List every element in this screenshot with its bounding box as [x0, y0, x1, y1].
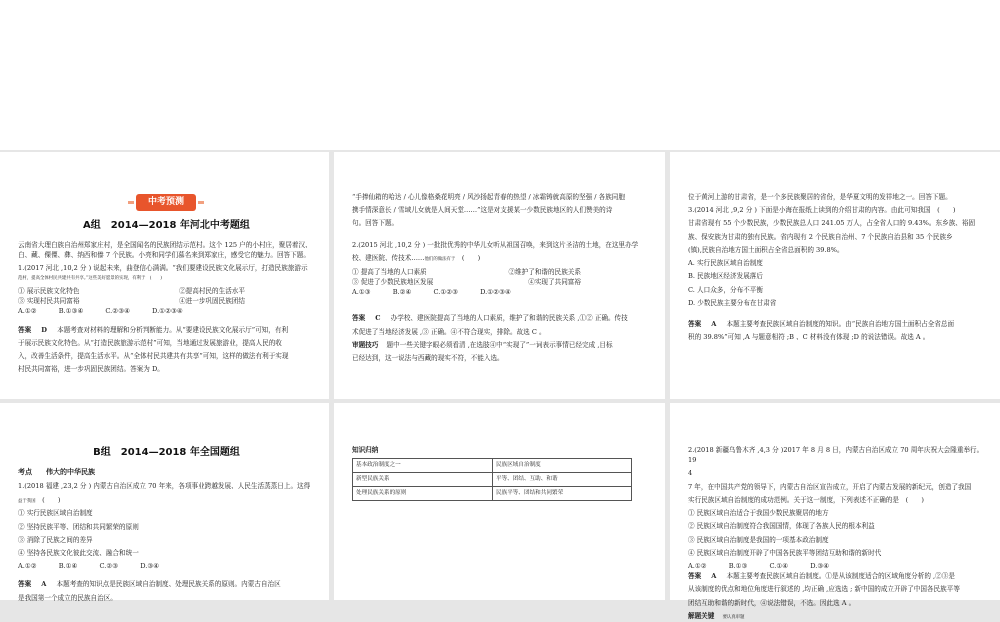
poem-line: 句。回答下题。	[352, 219, 399, 228]
question-1-choices	[18, 561, 315, 571]
explanation-line: 积的 39.8%”可知 ,A 与题意相符 ;B 、C 材料没有体现 ;D 的说法错误。故选 A 。	[688, 333, 930, 342]
choice: C.①②③	[433, 288, 459, 297]
option: ② 坚持民族平等、团结和共同繁荣的原则	[18, 522, 139, 531]
explanation-line: 村民共同富裕，进一步巩固民族团结。答案为 D。	[18, 365, 164, 374]
question-3-body: (镇),民族自治地方国土面积占全省总面积的 39.8%。	[688, 245, 844, 254]
poem-line: 携手情深意长 / 雪域儿女就是人间天堂……”这是对支援某一少数民族地区的人们赞美的诗	[352, 206, 613, 215]
question-1-stem: 1.(2017 河北 ,10,2 分 ) 说起未来，曲登信心满满。“我们要建设民族文化展示厅，打造民族旅游示	[18, 263, 308, 272]
option: ②维护了和谐的民族关系	[508, 267, 581, 276]
question-2-stem: 2.(2015 河北 ,10,2 分 ) 一批批优秀的中华儿女听从祖国召唤，来到这片圣洁的土地，在这里办学	[352, 240, 639, 249]
question-1-choices	[18, 306, 315, 316]
knowledge-summary-table	[352, 458, 632, 501]
choice: A.①②	[688, 561, 707, 570]
option: D. 少数民族主要分布在甘肃省	[688, 298, 777, 307]
kp-title: 伟大的中华民族	[46, 467, 95, 476]
document-page-5	[334, 403, 665, 600]
question-2-stem: 2.(2018 新疆乌鲁木齐 ,4,3 分 )2017 年 8 月 8 日，内蒙古自治区成立 70 周年庆祝大会隆重举行。19	[688, 446, 984, 465]
answer-letter: D	[41, 325, 48, 334]
question-2-answer	[352, 313, 651, 323]
answer-label: 答案	[688, 572, 702, 581]
question-1-stem-cont: 范村，提高全体村民共建共有共享。”这些美好愿景的实现，有利于 ( )	[18, 276, 162, 282]
explanation-line: 团结互助和谐的新时代，④说法错误，不选。因此选 A 。	[688, 598, 856, 607]
choice: B.①③	[728, 561, 748, 570]
document-page-2	[334, 152, 665, 399]
option: ④ 坚持各民族文化彼此交流、融合和统一	[18, 549, 139, 558]
table-cell: 平等、团结、互助、和谐	[493, 473, 632, 487]
answer-letter: C	[375, 314, 381, 323]
solving-key: 解题关键 要认真审题	[688, 611, 745, 620]
question-3-stem: 3.(2014 河北 ,9,2 分 ) 下面是小海在报纸上读到的介绍甘肃的内容。由此可知我国 ( )	[688, 206, 956, 215]
choice: A.①②	[18, 307, 37, 316]
table-row	[353, 459, 632, 473]
knowledge-summary-title: 知识归纳	[352, 446, 379, 454]
option: ① 民族区域自治适合于我国少数民族聚居的地方	[688, 509, 829, 518]
table-cell: 民族区域自治制度	[493, 459, 632, 473]
choice: C.②③	[99, 562, 119, 571]
answer-label: 答案	[18, 325, 32, 334]
choice: B.①④	[58, 562, 78, 571]
answer-letter: A	[711, 572, 717, 581]
question-2-options-row-1	[352, 267, 651, 277]
answer-label: 答案	[688, 319, 702, 328]
choice: B.①③④	[58, 307, 84, 316]
explanation-line: 从该制度的优点和地位角度进行叙述的 ,均正确 ,应选选 ; 新中国的成立开辟了中国各民族平等	[688, 585, 960, 594]
question-1-options-row-2	[18, 296, 315, 306]
answer-letter: A	[41, 580, 47, 589]
option: ②提高村民的生活水平	[179, 286, 245, 295]
table-row	[353, 473, 632, 487]
question-1-stem-cont: 益于我国 ( )	[18, 495, 61, 504]
explanation: 本题考查对材料的理解和分析判断能力。从“要建设民族文化展示厅”可知，有利	[57, 325, 289, 334]
option: ③ 促进了少数民族地区发展	[352, 277, 434, 286]
table-row	[353, 487, 632, 501]
explanation-line: 于展示民族文化特色。从“打造民族旅游示范村”可知，当地通过发展旅游业，提高人民的收	[18, 338, 282, 347]
document-page-3	[670, 152, 1000, 399]
option: ④ 民族区域自治制度开辟了中国各民族平等团结互助和谐的新时代	[688, 548, 882, 557]
question-2-options-row-2	[352, 277, 651, 287]
intro-text: 云南省大理白族自治州郑家庄村，是全国闻名的民族团结示范村。这个 125 户的小村庄，聚居着汉、白、藏、傈僳、彝、纳西和傣 7 个民族。小亮和同学们慕名来到郑家庄，感受它的魅力。回答下题。	[18, 240, 312, 259]
exam-tip-cont: 已经达到，这一说法与西藏的现实不符，不能入选。	[352, 354, 504, 363]
option: ④进一步巩固民族团结	[179, 297, 245, 306]
document-page-1	[0, 152, 329, 399]
group-b-title: B组 2014—2018 年全国题组	[93, 447, 240, 458]
question-1-answer	[18, 579, 315, 589]
option: ③ 民族区域自治制度是我国的一项基本政治制度	[688, 535, 829, 544]
option: A. 实行民族区域自治制度	[688, 259, 763, 268]
answer-letter: A	[711, 319, 717, 328]
choice: C.②③④	[105, 307, 131, 316]
option: ② 民族区域自治制度符合我国国情，体现了各族人民的根本利益	[688, 522, 875, 531]
explanation: 办学校、建医院提高了当地的人口素质，维护了和谐的民族关系 ,①② 正确。传技	[390, 314, 628, 323]
question-2-stem-cont: 4	[688, 469, 693, 478]
question-2-stem-cont: 实行民族区域自治制度的成功范例。关于这一制度，下列表述不正确的是 ( )	[688, 495, 924, 504]
table-cell: 新型民族关系	[353, 473, 493, 487]
explanation-line: 入，改善生活条件，提高生活水平。从“全体村民共建共有共享”可知，这样的做法有利于实现	[18, 352, 289, 361]
option: ① 实行民族区域自治制度	[18, 509, 93, 518]
document-page-6	[670, 403, 1000, 620]
document-page-4	[0, 403, 329, 600]
kp-label: 考点	[18, 467, 32, 476]
choice: A.①②	[18, 562, 37, 571]
choice: A.①③	[352, 288, 371, 297]
poem-line: “手捧仙箱的哈达 / 心儿像格桑花明亮 / 风沙扬起青春的热望 / 冰霜铸就高原的坚强 / 各族同胞	[352, 193, 625, 201]
explanation: 本题主要考查民族区域自治制度。①是从该制度适合的区域角度分析的 ,②③是	[726, 572, 955, 581]
table-cell: 民族平等、团结和共同繁荣	[493, 487, 632, 501]
group-a-title: A组 2014—2018 年河北中考题组	[83, 220, 250, 231]
context-text: 位于黄河上游的甘肃省，是一个多民族聚居的省份，是华夏文明的发祥地之一。回答下题。	[688, 193, 952, 201]
tip-label: 审题技巧	[352, 340, 379, 349]
exam-tip: 审题技巧 题中一些关键字眼必须看清 ,在选肢④中“实现了”一词表示事情已经完成 ,目标	[352, 340, 613, 349]
option: ① 展示民族文化特色	[18, 286, 80, 295]
question-3-body: 甘肃省现有 55 个少数民族，少数民族总人口 241.05 万人，占全省人口的 9.43%。东乡族、裕固	[688, 219, 976, 228]
option: B. 民族地区经济发展落后	[688, 272, 763, 281]
question-2-choices	[688, 561, 986, 571]
explanation: 本题主要考查民族区域自治制度的知识。由“民族自治地方国土面积占全省总面	[726, 319, 955, 328]
question-3-answer	[688, 319, 986, 329]
question-1-options-row-1	[18, 286, 315, 296]
question-2-stem-cont: 7 年，在中国共产党的领导下，内蒙古自治区宣告成立，开启了内蒙古发展的新纪元，创造了我国	[688, 482, 972, 491]
choice: B.②④	[392, 288, 412, 297]
choice: D.③④	[810, 561, 830, 570]
table-cell: 处理民族关系的原则	[353, 487, 493, 501]
choice: D.①②③④	[152, 307, 183, 316]
explanation-line: 术促进了当地经济发展 ,③ 正确。④不符合现实，排除。故选 C 。	[352, 327, 546, 336]
question-2-stem-cont: 校、建医院、传技术……他们的做法有于 ( )	[352, 253, 481, 262]
choice: D.③④	[140, 562, 160, 571]
explanation-line: 是我国第一个成立的民族自治区。	[18, 593, 117, 602]
question-2-answer	[688, 571, 986, 581]
tip-label: 解题关键	[688, 611, 715, 620]
table-cell: 基本政治制度之一	[353, 459, 493, 473]
option: ③ 实现村民共同富裕	[18, 297, 80, 306]
option: ③ 消除了民族之间的差异	[18, 535, 93, 544]
exam-forecast-badge: 中考预测	[136, 194, 196, 211]
option: ① 提高了当地的人口素质	[352, 267, 427, 276]
option: C. 人口众多，分布不平衡	[688, 285, 763, 294]
answer-label: 答案	[18, 580, 32, 589]
answer-label: 答案	[352, 314, 366, 323]
question-3-body: 族、保安族为甘肃的独有民族。省内现有 2 个民族自治州、7 个民族自治县和 35 个民族乡	[688, 232, 953, 241]
question-1-answer	[18, 325, 315, 335]
question-1-stem: 1.(2018 福建 ,23,2 分 ) 内蒙古自治区成立 70 年来，各项事业跨越发展、人民生活蒸蒸日上。这得	[18, 482, 311, 491]
top-blank-area	[0, 0, 1000, 150]
option: ④实现了共同富裕	[528, 277, 581, 286]
choice: C.①④	[769, 561, 789, 570]
explanation: 本题考查的知识点是民族区域自治制度、处理民族关系的原则。内蒙古自治区	[56, 580, 281, 589]
question-2-choices	[352, 287, 651, 297]
knowledge-point-heading	[18, 467, 315, 478]
choice: D.①②③④	[480, 288, 511, 297]
